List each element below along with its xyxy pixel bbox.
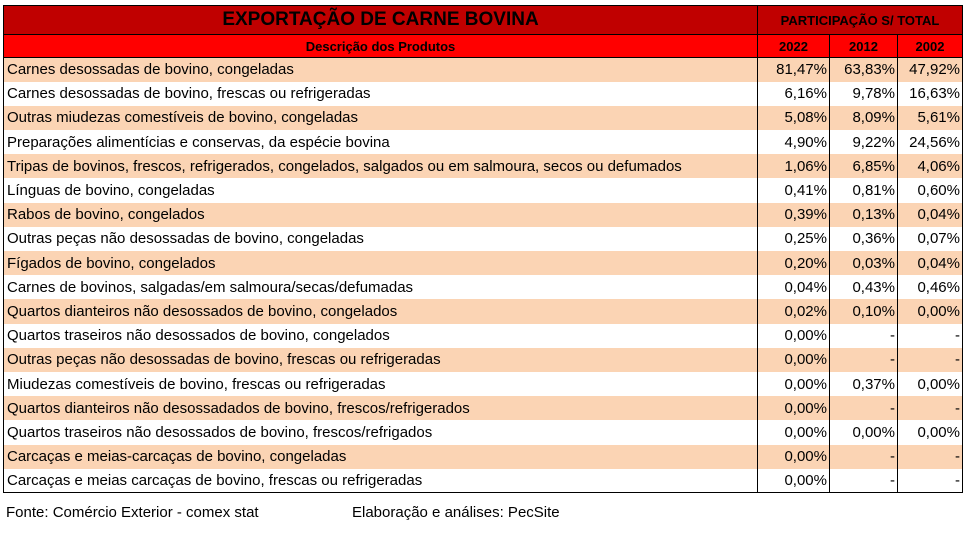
footer-source: Fonte: Comércio Exterior - comex stat [6, 504, 259, 521]
row-description: Rabos de bovino, congelados [4, 203, 758, 227]
row-value-2002: - [898, 396, 963, 420]
row-value-2002: - [898, 445, 963, 469]
table-row [4, 469, 963, 493]
row-value-2002: - [898, 469, 963, 493]
table-title: EXPORTAÇÃO DE CARNE BOVINA [4, 6, 758, 35]
table-row [4, 299, 963, 323]
table-row [4, 251, 963, 275]
row-value-2022: 81,47% [758, 58, 830, 82]
footer [6, 504, 560, 521]
row-value-2022: 0,00% [758, 445, 830, 469]
row-value-2022: 0,25% [758, 227, 830, 251]
row-value-2002: 0,60% [898, 178, 963, 202]
row-value-2002: - [898, 324, 963, 348]
row-description: Quartos traseiros não desossados de bovino, congelados [4, 324, 758, 348]
row-value-2002: 4,06% [898, 154, 963, 178]
row-value-2012: 63,83% [830, 58, 898, 82]
row-value-2012: 0,03% [830, 251, 898, 275]
export-table-container [3, 5, 962, 493]
row-value-2012: 0,37% [830, 372, 898, 396]
row-value-2012: - [830, 396, 898, 420]
row-description: Tripas de bovinos, frescos, refrigerados, congelados, salgados ou em salmoura, secos ou defumados [4, 154, 758, 178]
row-value-2002: 16,63% [898, 82, 963, 106]
row-value-2002: 0,00% [898, 299, 963, 323]
table-row [4, 130, 963, 154]
row-value-2022: 0,00% [758, 348, 830, 372]
row-value-2022: 0,00% [758, 420, 830, 444]
row-value-2012: - [830, 469, 898, 493]
row-value-2012: 9,78% [830, 82, 898, 106]
table-row [4, 396, 963, 420]
row-value-2002: 0,46% [898, 275, 963, 299]
row-description: Quartos traseiros não desossados de bovino, frescos/refrigados [4, 420, 758, 444]
row-description: Outras peças não desossadas de bovino, congeladas [4, 227, 758, 251]
year-header-2002: 2002 [898, 35, 963, 58]
row-value-2012: 0,13% [830, 203, 898, 227]
row-value-2012: 0,36% [830, 227, 898, 251]
row-value-2022: 4,90% [758, 130, 830, 154]
row-value-2012: 0,81% [830, 178, 898, 202]
row-value-2022: 0,00% [758, 372, 830, 396]
table-row [4, 420, 963, 444]
table-row [4, 203, 963, 227]
row-description: Outras peças não desossadas de bovino, frescas ou refrigeradas [4, 348, 758, 372]
row-value-2012: 9,22% [830, 130, 898, 154]
row-description: Outras miudezas comestíveis de bovino, congeladas [4, 106, 758, 130]
row-description: Carcaças e meias carcaças de bovino, frescas ou refrigeradas [4, 469, 758, 493]
row-value-2002: 24,56% [898, 130, 963, 154]
table-row [4, 275, 963, 299]
row-description: Carnes de bovinos, salgadas/em salmoura/secas/defumadas [4, 275, 758, 299]
row-value-2022: 0,41% [758, 178, 830, 202]
export-table [3, 5, 963, 493]
row-value-2002: 47,92% [898, 58, 963, 82]
row-description: Miudezas comestíveis de bovino, frescas ou refrigeradas [4, 372, 758, 396]
year-header-2012: 2012 [830, 35, 898, 58]
row-value-2002: 0,00% [898, 420, 963, 444]
title-row [4, 6, 963, 35]
row-value-2012: - [830, 445, 898, 469]
table-row [4, 178, 963, 202]
row-description: Carnes desossadas de bovino, frescas ou refrigeradas [4, 82, 758, 106]
row-value-2002: 0,07% [898, 227, 963, 251]
row-value-2022: 0,00% [758, 396, 830, 420]
table-row [4, 445, 963, 469]
row-value-2012: 0,00% [830, 420, 898, 444]
participation-title: PARTICIPAÇÃO S/ TOTAL [758, 6, 963, 35]
row-description: Carcaças e meias-carcaças de bovino, congeladas [4, 445, 758, 469]
row-value-2012: 0,10% [830, 299, 898, 323]
desc-header: Descrição dos Produtos [4, 35, 758, 58]
row-value-2012: 0,43% [830, 275, 898, 299]
row-value-2022: 0,00% [758, 324, 830, 348]
row-value-2012: - [830, 324, 898, 348]
table-row [4, 58, 963, 82]
row-value-2022: 6,16% [758, 82, 830, 106]
table-row [4, 82, 963, 106]
row-value-2002: 0,04% [898, 203, 963, 227]
table-row [4, 154, 963, 178]
row-value-2012: - [830, 348, 898, 372]
row-value-2002: 0,04% [898, 251, 963, 275]
row-description: Carnes desossadas de bovino, congeladas [4, 58, 758, 82]
row-value-2022: 0,04% [758, 275, 830, 299]
table-row [4, 227, 963, 251]
table-row [4, 106, 963, 130]
row-value-2022: 5,08% [758, 106, 830, 130]
row-value-2002: 0,00% [898, 372, 963, 396]
row-value-2002: 5,61% [898, 106, 963, 130]
row-value-2002: - [898, 348, 963, 372]
table-row [4, 348, 963, 372]
row-value-2022: 0,39% [758, 203, 830, 227]
row-value-2022: 0,02% [758, 299, 830, 323]
table-row [4, 372, 963, 396]
row-value-2022: 0,20% [758, 251, 830, 275]
row-value-2012: 8,09% [830, 106, 898, 130]
footer-credit: Elaboração e análises: PecSite [352, 504, 560, 521]
year-header-2022: 2022 [758, 35, 830, 58]
row-value-2022: 0,00% [758, 469, 830, 493]
header-row [4, 35, 963, 58]
row-description: Preparações alimentícias e conservas, da espécie bovina [4, 130, 758, 154]
row-description: Línguas de bovino, congeladas [4, 178, 758, 202]
row-value-2022: 1,06% [758, 154, 830, 178]
row-description: Fígados de bovino, congelados [4, 251, 758, 275]
row-description: Quartos dianteiros não desossados de bovino, congelados [4, 299, 758, 323]
table-row [4, 324, 963, 348]
row-description: Quartos dianteiros não desossadados de bovino, frescos/refrigerados [4, 396, 758, 420]
row-value-2012: 6,85% [830, 154, 898, 178]
